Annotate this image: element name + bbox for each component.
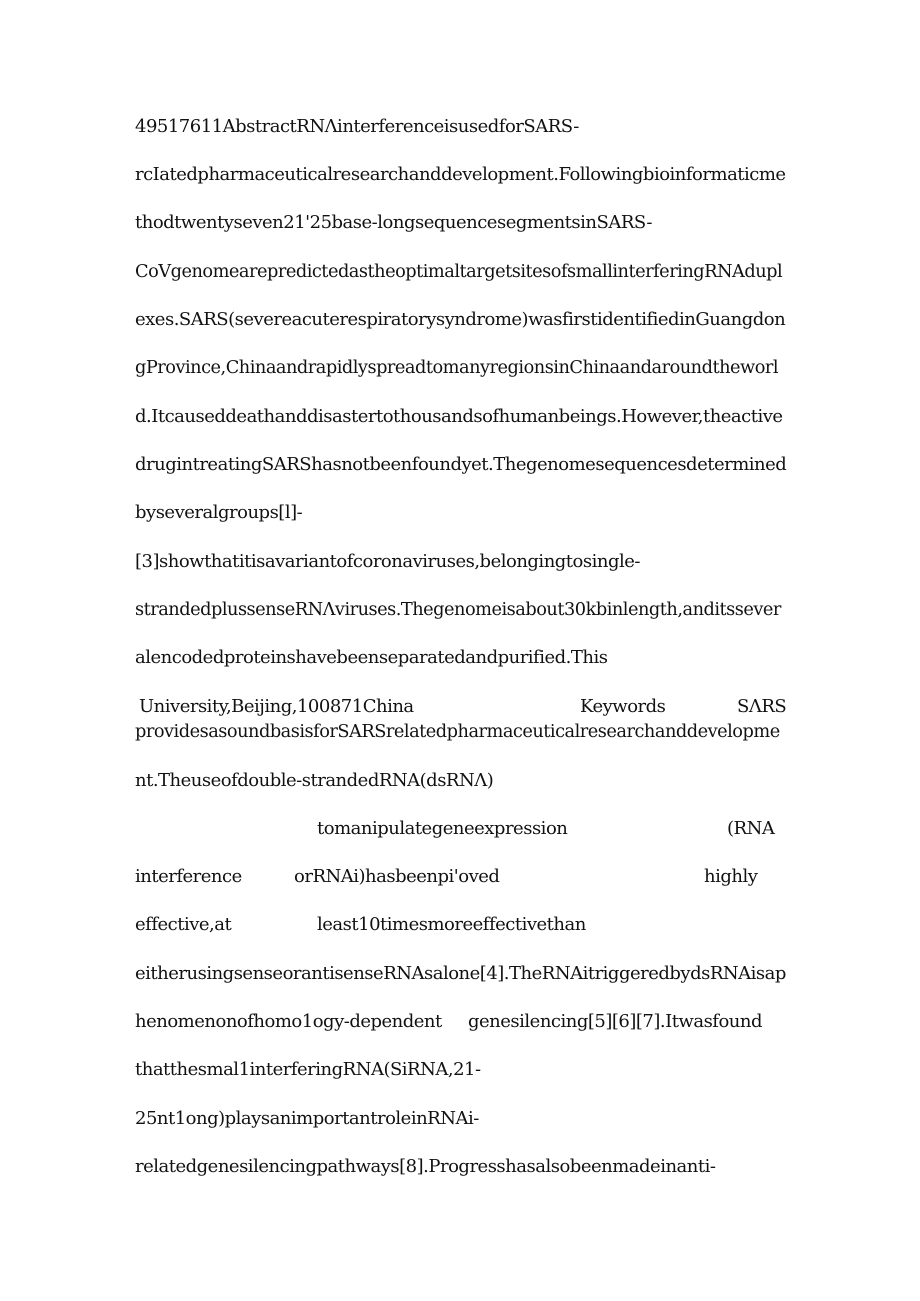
affiliation-left: University,Beijing,100871China xyxy=(139,696,414,717)
text-segment: henomenonofhomo1ogy-dependent xyxy=(135,1011,442,1032)
text-segment: least10timesmoreeffectivethan xyxy=(317,914,586,935)
text-line: CoVgenomearepredictedastheoptimaltargetsitesofsmallinterferingRNAdupl xyxy=(135,262,783,282)
text-line: strandedplussenseRNΛviruses.Thegenomeisabout30kbinlength,anditssever xyxy=(135,600,781,620)
text-line: d.Itcauseddeathanddisastertothousandsofhumanbeings.However,theactive xyxy=(135,406,783,427)
text-segment: highly xyxy=(704,866,758,887)
text-line: thodtwentyseven21'25base-longsequencesegmentsinSARS- xyxy=(135,212,652,233)
text-line: 25nt1ong)playsanimportantroleinRNAi- xyxy=(135,1108,479,1129)
text-line: thatthesmal1interferingRNA(SiRNA,21- xyxy=(135,1059,481,1080)
text-line: rcIatedpharmaceuticalresearchanddevelopment.Followingbioinformaticme xyxy=(135,164,786,185)
text-line: relatedgenesilencingpathways[8].Progresshasalsobeenmadeinanti- xyxy=(135,1156,716,1177)
text-line: byseveralgroups[l]- xyxy=(135,502,303,523)
keywords-label: Keywords xyxy=(580,696,666,717)
text-line: 49517611AbstractRNΛinterferenceisusedforSARS- xyxy=(135,116,579,137)
keyword-sars: SΛRS xyxy=(737,696,787,717)
text-segment: interference xyxy=(135,866,242,887)
text-segment: genesilencing[5][6][7].Itwasfound xyxy=(468,1011,763,1032)
text-segment: (RNA xyxy=(727,818,775,839)
text-line: alencodedproteinshavebeenseparatedandpurified.This xyxy=(135,647,608,668)
text-line: gProvince,ChinaandrapidlyspreadtomanyregionsinChinaandaroundtheworl xyxy=(135,358,779,378)
text-line: [3]showthatitisavariantofcoronaviruses,belongingtosingle- xyxy=(135,551,640,572)
text-line: eitherusingsenseorantisenseRNAsalone[4].TheRNAitriggeredbydsRNAisap xyxy=(135,963,786,984)
text-line: nt.Theuseofdouble-strandedRNA(dsRNΛ) xyxy=(135,770,494,791)
text-line: exes.SARS(severeacuterespiratorysyndrome)wasfirstidentifiedinGuangdon xyxy=(135,309,786,330)
text-line: providesasoundbasisforSARSrelatedpharmaceuticalresearchanddevelopme xyxy=(135,722,780,742)
text-segment: tomanipulategeneexpression xyxy=(317,818,568,839)
text-segment: effective,at xyxy=(135,914,232,935)
text-segment: orRNAi)hasbeenpi'oved xyxy=(294,866,500,887)
text-line: drugintreatingSARShasnotbeenfoundyet.Thegenomesequencesdetermined xyxy=(135,454,787,475)
